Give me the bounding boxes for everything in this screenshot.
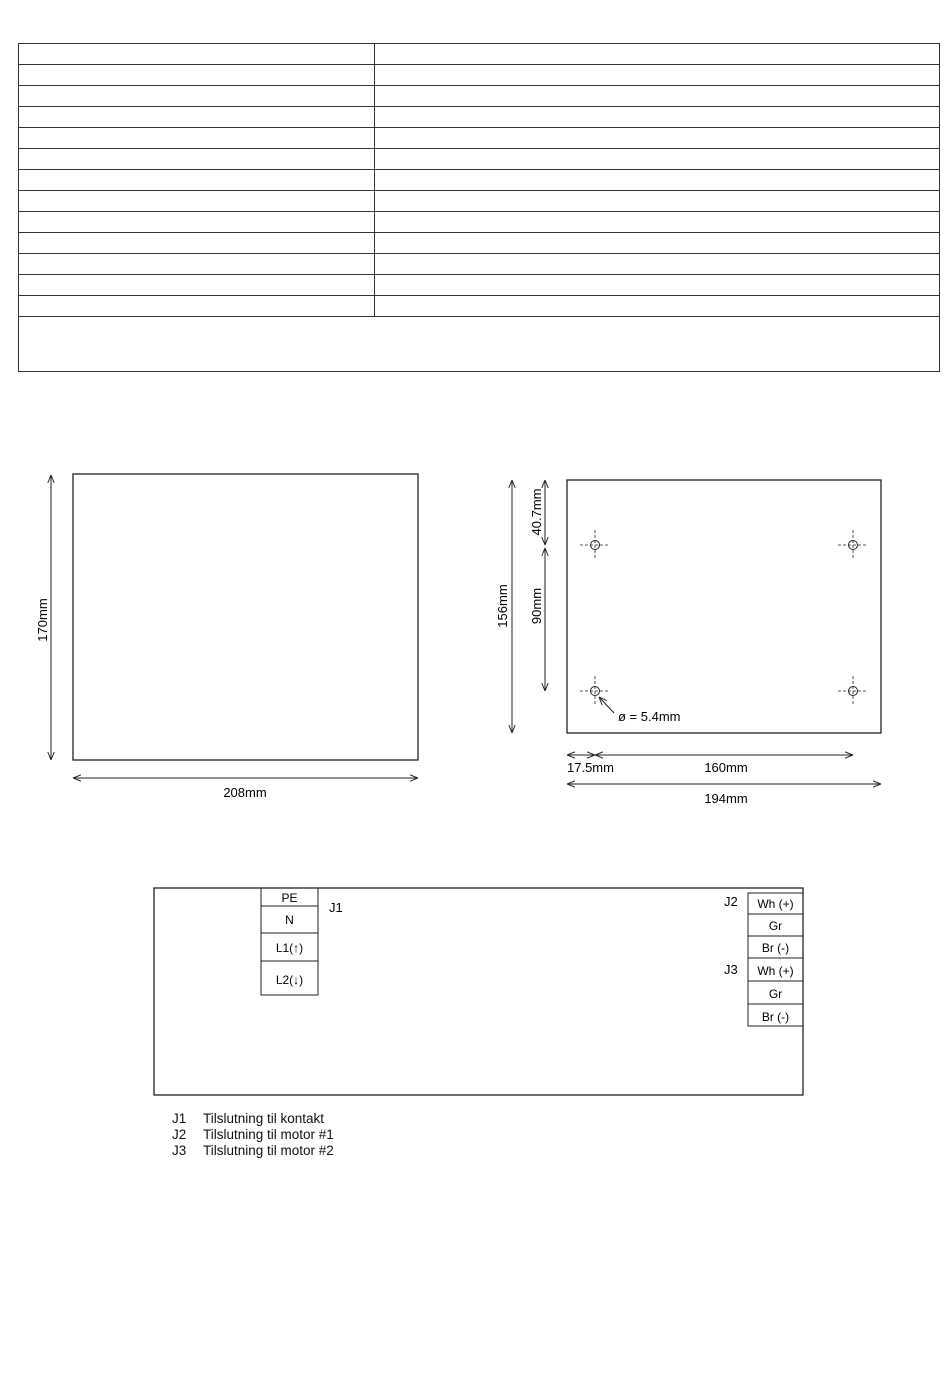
hole-diameter-leader bbox=[599, 697, 614, 713]
terminal-block-j2 bbox=[724, 893, 803, 958]
mounting-hole bbox=[580, 676, 610, 706]
mounting-hole bbox=[838, 530, 868, 560]
plate-height-label: 156mm bbox=[495, 584, 510, 628]
enclosure-height-label: 170mm bbox=[35, 598, 50, 642]
mounting-plate-outline bbox=[567, 480, 881, 733]
terminal-pin-label: N bbox=[285, 913, 294, 927]
legend-item bbox=[172, 1111, 334, 1127]
legend-code: J1 bbox=[172, 1111, 187, 1126]
terminal-block-j3 bbox=[724, 958, 803, 1026]
terminal-j3-label: J3 bbox=[724, 962, 738, 977]
enclosure-drawing bbox=[35, 474, 418, 800]
terminal-pin-label: Wh (+) bbox=[757, 964, 794, 978]
terminal-pin-label: L2(↓) bbox=[275, 973, 304, 987]
legend-item bbox=[172, 1127, 334, 1143]
terminal-board bbox=[154, 888, 803, 1095]
hole-spacing-vertical-label: 90mm bbox=[529, 587, 544, 625]
terminal-j2-label: J2 bbox=[724, 894, 738, 909]
terminal-pin-label: Br (-) bbox=[761, 1010, 790, 1024]
left-offset-label: 17.5mm bbox=[567, 760, 614, 775]
top-offset-label: 40.7mm bbox=[529, 488, 544, 536]
board-outline bbox=[154, 888, 803, 1095]
legend-text: Tilslutning til kontakt bbox=[203, 1111, 325, 1126]
terminal-pin-label: PE bbox=[281, 891, 298, 905]
plate-width-label: 194mm bbox=[704, 791, 748, 806]
legend-item bbox=[172, 1143, 334, 1159]
terminal-j1-label: J1 bbox=[329, 900, 343, 915]
terminal-pin-label: Br (-) bbox=[761, 941, 790, 955]
legend-code: J2 bbox=[172, 1127, 187, 1142]
legend-text: Tilslutning til motor #1 bbox=[203, 1127, 334, 1142]
legend-code: J3 bbox=[172, 1143, 187, 1158]
enclosure-width-label: 208mm bbox=[223, 785, 267, 800]
terminal-block-j1 bbox=[261, 888, 343, 995]
enclosure-outline bbox=[73, 474, 418, 760]
mounting-hole bbox=[838, 676, 868, 706]
hole-diameter-label: ø = 5.4mm bbox=[618, 709, 681, 724]
terminal-pin-label: Wh (+) bbox=[757, 897, 794, 911]
legend-text: Tilslutning til motor #2 bbox=[203, 1143, 334, 1158]
terminal-pin-label: L1(↑) bbox=[275, 941, 304, 955]
terminal-pin-label: Gr bbox=[768, 919, 783, 933]
hole-spacing-horizontal-label: 160mm bbox=[704, 760, 748, 775]
terminal-pin-label: Gr bbox=[768, 987, 783, 1001]
mounting-hole bbox=[580, 530, 610, 560]
terminal-legend bbox=[172, 1111, 334, 1159]
mounting-drawing bbox=[495, 480, 881, 806]
